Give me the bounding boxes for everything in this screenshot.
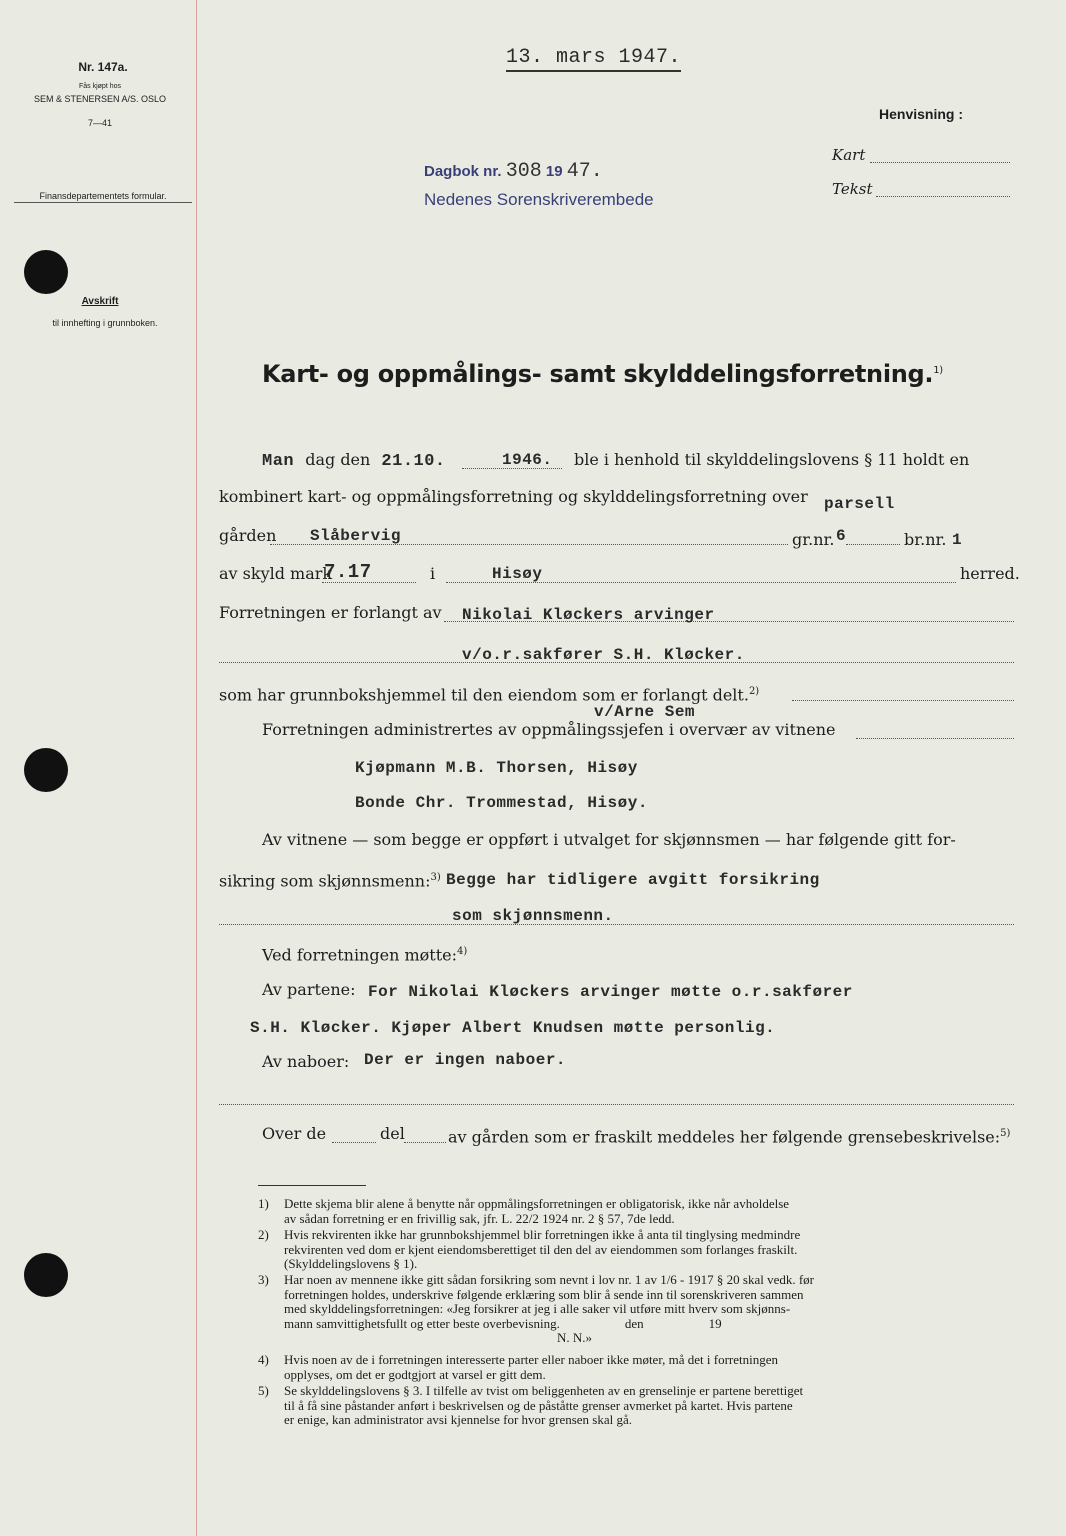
footnote-5-line: er enige, kan administrator avsi kjennelse for hvor grensen skal gå. <box>284 1412 632 1427</box>
footnote-5-num: 5) <box>258 1383 269 1398</box>
requested-by-1: Nikolai Kløckers arvinger <box>462 606 715 624</box>
footnote-3-line: med skylddelingsforretningen: «Jeg forsikrer at jeg i alle saker vil utføre mitt hverv som skjønns- <box>284 1301 791 1316</box>
footnote-5-line: til å få sine påstander anført i beskrivelsen og de påståtte grenser avmerket på kartet. Hvis partene <box>284 1397 793 1413</box>
farm-name: Slåbervig <box>310 527 401 545</box>
naboer-dots <box>219 1104 1014 1105</box>
punch-hole-1 <box>24 250 68 294</box>
partene-label: Av partene: <box>262 980 356 999</box>
stamp-year-prefix: 19 <box>545 163 563 180</box>
form-number: Nr. 147a. <box>78 60 128 74</box>
naboer-typed: Der er ingen naboer. <box>364 1051 567 1069</box>
footnote-2-line: (Skylddelingslovens § 1). <box>284 1256 418 1271</box>
reference-label: Henvisning : <box>879 106 964 122</box>
skyld-value: 7.17 <box>324 561 372 583</box>
naboer-label: Av naboer: <box>262 1052 350 1071</box>
hjemmel-note: 2) <box>748 686 760 697</box>
footnote-1-line: Dette skjema blir alene å benytte når oppmålingsforretningen er obligatorisk, ikke når avholdelse <box>284 1196 790 1211</box>
title-text: Kart- og oppmålings- samt skylddelingsforretning. <box>262 360 934 388</box>
del-label: del <box>380 1124 405 1143</box>
footnote-1 <box>258 1197 1018 1226</box>
partene-typed-1: For Nikolai Kløckers arvinger møtte o.r.sakfører <box>368 983 853 1001</box>
year-value: 1946. <box>502 451 553 469</box>
printer-line-2: SEM & STENERSEN A/S. OSLO <box>33 94 167 104</box>
stamp-year: 47. <box>566 160 603 183</box>
herred-label: herred. <box>960 564 1020 583</box>
garden-label: gården <box>219 526 277 545</box>
brnr-value: 1 <box>952 531 963 549</box>
footnote-5-line: Se skylddelingslovens § 3. I tilfelle av tvist om beliggenheten av en grenselinje er partene berettiget <box>284 1383 804 1398</box>
footnote-4-line: Hvis noen av de i forretningen interesserte parter eller naboer ikke møter, må det i forretningen <box>284 1352 779 1367</box>
journal-stamp <box>424 160 603 183</box>
footnote-2-num: 2) <box>258 1227 269 1242</box>
printer-line-3: 7—41 <box>87 118 113 128</box>
footnote-3 <box>258 1273 1018 1346</box>
hjemmel-dots <box>792 700 1014 701</box>
punch-hole-3 <box>24 1253 68 1297</box>
grnr-value: 6 <box>836 527 847 545</box>
footnote-4 <box>258 1353 1018 1382</box>
stamp-number: 308 <box>505 160 542 183</box>
stamp-office: Nedenes Sorenskriverembede <box>424 190 654 209</box>
brnr-label: br.nr. <box>904 530 947 549</box>
municipality-value: Hisøy <box>492 565 543 583</box>
dag-den-label: dag den <box>305 450 371 469</box>
del-dots <box>404 1142 446 1143</box>
ministry-label: Finansdepartementets formular. <box>14 191 192 203</box>
vitner-label: sikring som skjønnsmenn: <box>219 871 431 891</box>
footnote-3-line: forretningen holdes, underskrive følgende erklæring som blir å sende inn til sorenskriveren sammen <box>284 1286 804 1302</box>
skyld-label: av skyld mark <box>219 564 333 583</box>
tekst-label: Tekst <box>832 180 873 198</box>
footnote-2-line: rekvirenten ved dom er kjent eiendomsberettiget til den del av eiendommen som forlanges fraskilt. <box>284 1241 798 1257</box>
admin-dots <box>856 738 1014 739</box>
grense-line <box>448 1124 1010 1147</box>
motte-label: Ved forretningen møtte: <box>262 945 457 965</box>
footnote-2-line: Hvis rekvirenten ikke har grunnbokshjemmel blir forretningen ikke å anta til tinglysing medmindre <box>284 1227 801 1242</box>
vitner-dots <box>219 924 1014 925</box>
intro-rest: ble i henhold til skylddelingslovens § 11 holdt en <box>574 450 970 469</box>
kart-label: Kart <box>832 146 866 164</box>
motte-line <box>262 942 467 965</box>
form-line-1 <box>262 450 446 472</box>
vitner-typed-1: Begge har tidligere avgitt forsikring <box>446 871 820 889</box>
grense-note: 5) <box>1000 1128 1011 1139</box>
vitner-line-2 <box>219 868 441 891</box>
footnote-4-line: opplyses, om det er godtgjort at varsel er gitt dem. <box>284 1366 546 1382</box>
document-title <box>262 360 943 388</box>
footnote-3-line: N. N.» <box>284 1330 593 1345</box>
footnote-2 <box>258 1228 1018 1272</box>
vitner-line-1: Av vitnene — som begge er oppført i utvalget for skjønnsmen — har følgende gitt for- <box>262 830 956 849</box>
footnote-3-num: 3) <box>258 1272 269 1287</box>
footnote-separator <box>258 1185 366 1186</box>
requested-by-2: v/o.r.sakfører S.H. Kløcker. <box>462 646 745 664</box>
witness-1: Kjøpmann M.B. Thorsen, Hisøy <box>355 759 638 777</box>
punch-hole-2 <box>24 748 68 792</box>
stamp-label: Dagbok nr. <box>424 163 502 180</box>
admin-typed: v/Arne Sem <box>594 703 696 721</box>
footnote-3-line: mann samvittighetsfullt og etter beste overbevisning. den 19 <box>284 1315 722 1331</box>
title-footnote-ref: 1) <box>933 365 943 376</box>
vitner-note: 3) <box>430 872 441 883</box>
over-de-label: Over de <box>262 1124 327 1143</box>
witness-2: Bonde Chr. Trommestad, Hisøy. <box>355 794 648 812</box>
margin-rule <box>196 0 197 1536</box>
hjemmel-text: som har grunnbokshjemmel til den eiendom som er forlangt delt. <box>219 685 749 705</box>
weekday-value: Man <box>262 452 295 471</box>
tekst-field <box>876 196 1010 197</box>
footnote-1-num: 1) <box>258 1196 269 1211</box>
copy-label: Avskrift <box>81 296 119 307</box>
partene-typed-2: S.H. Kløcker. Kjøper Albert Knudsen møtte personlig. <box>250 1019 776 1037</box>
i-label: i <box>430 564 436 583</box>
grense-text: av gården som er fraskilt meddeles her følgende grensebeskrivelse: <box>448 1127 1001 1147</box>
footnote-3-line: Har noen av mennene ikke gitt sådan forsikring som nevnt i lov nr. 1 av 1/6 - 1917 § 20 skal vedk. før <box>284 1272 815 1287</box>
printer-line-1: Fås kjøpt hos <box>78 83 121 90</box>
over-de-dots <box>332 1142 376 1143</box>
document-date: 13. mars 1947. <box>506 46 681 72</box>
footnote-1-line: av sådan forretning er en frivillig sak, jfr. L. 22/2 1924 nr. 2 § 57, 7de ledd. <box>284 1210 675 1226</box>
date-value: 21.10. <box>381 452 446 471</box>
form-line-2: kombinert kart- og oppmålingsforretning og skylddelingsforretning over <box>219 487 808 506</box>
kart-field <box>870 162 1010 163</box>
parcel-value: parsell <box>824 495 895 513</box>
footnote-5 <box>258 1384 1018 1428</box>
vitner-typed-2: som skjønnsmenn. <box>452 907 614 925</box>
grnr-label: gr.nr. <box>792 530 835 549</box>
grnr-dots <box>846 544 900 545</box>
motte-note: 4) <box>456 946 468 957</box>
footnote-4-num: 4) <box>258 1352 269 1367</box>
requested-label: Forretningen er forlangt av <box>219 603 442 622</box>
copy-purpose: til innhefting i grunnboken. <box>52 318 158 328</box>
admin-line: Forretningen administrertes av oppmålingssjefen i overvær av vitnene <box>262 720 836 739</box>
